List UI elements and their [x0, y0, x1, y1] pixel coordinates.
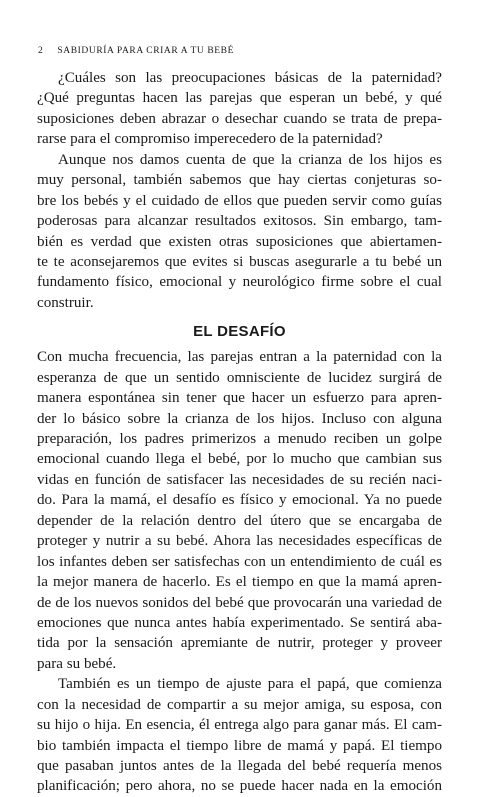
text-line: su hijo o hija. En esencia, él entrega algo para ganar más. El cam- [37, 717, 442, 734]
text-line: rarse para el compromiso imperecedero de la paternidad? [37, 131, 383, 148]
paragraph [37, 347, 442, 674]
text-line: ¿Qué preguntas hacen las parejas que esperan un bebé, y qué [37, 90, 442, 107]
text-line: construir. [37, 294, 94, 311]
section-body [37, 347, 442, 797]
section-heading: EL DESAFÍO [193, 323, 286, 341]
text-line: Aunque nos damos cuenta de que la crianza de los hijos es [58, 151, 442, 168]
text-line: poderosas para alcanzar resultados exitosos. Sin embargo, tam- [37, 213, 442, 230]
body-text [37, 68, 442, 797]
text-line: tida por la sensación apremiante de nutrir, proteger y proveer [37, 635, 442, 652]
text-line: depender de la relación dentro del útero que se encargaba de [37, 512, 442, 529]
text-line: vidas en función de satisfacer las necesidades de su recién naci- [37, 471, 442, 488]
intro-section [37, 68, 442, 313]
paragraph [37, 68, 442, 150]
text-line: der lo básico sobre la crianza de los hijos. Incluso con alguna [37, 410, 442, 427]
paragraph [37, 150, 442, 314]
text-line: Con mucha frecuencia, las parejas entran a la paternidad con la [37, 349, 442, 366]
text-line: de de los nuevos sonidos del bebé que provocarán una variedad de [37, 594, 442, 611]
text-line: ¿Cuáles son las preocupaciones básicas de la paternidad? [58, 70, 442, 86]
text-line: muy personal, también sabemos que hay ciertas conjeturas so- [37, 172, 442, 189]
text-line: bién es verdad que existen otras suposiciones que abiertamen- [37, 233, 442, 250]
text-line: que pasaban juntos antes de la llegada del bebé requería menos [37, 758, 442, 774]
text-line: te te aconsejaremos que evites si buscas asegurarle a tu bebé un [37, 253, 442, 270]
page-number: 2 [38, 46, 44, 56]
running-head [38, 46, 234, 56]
text-line: También es un tiempo de ajuste para el papá, que comienza [58, 676, 442, 693]
text-line: los infantes deben ser satisfechas con un entendimiento de cuál es [37, 553, 442, 570]
paragraph [37, 674, 442, 797]
text-line: fundamento físico, emocional y neurológico firme sobre el cual [37, 274, 442, 291]
text-line: la mejor manera de hacerlo. Es el tiempo en que la mamá apren- [37, 574, 442, 591]
text-line: bio también impacta el tiempo libre de mamá y papá. El tiempo [37, 737, 442, 754]
text-line: emociones que nunca antes había experimentado. Se sentirá aba- [37, 614, 442, 631]
text-line: para su bebé. [37, 655, 117, 672]
text-line: bre los bebés y el cuidado de ellos que pueden servir como guías [37, 192, 442, 209]
text-line: esperanza de que un sentido omnisciente de lucidez surgirá de [37, 369, 442, 386]
text-line: con la necesidad de compartir a su mejor amiga, su esposa, con [37, 696, 442, 713]
text-line: preparación, los padres primerizos a menudo reciben un golpe [37, 431, 442, 447]
text-line: emocional cuando llega el bebé, por lo mucho que cambian sus [37, 451, 442, 468]
text-line: proteger y nutrir a su bebé. Ahora las necesidades específicas de [37, 533, 442, 550]
book-title: SABIDURÍA PARA CRIAR A TU BEBÉ [57, 46, 234, 56]
text-line: suposiciones deben abrazar o desechar cuando se trata de prepa- [37, 110, 442, 127]
text-line: planificación; pero ahora, no se puede hacer nada en la emoción [37, 778, 442, 795]
text-line: do. Para la mamá, el desafío es físico y emocional. Ya no puede [37, 492, 442, 509]
text-line: manera espontánea sin tener que hacer un esfuerzo para apren- [37, 390, 442, 407]
